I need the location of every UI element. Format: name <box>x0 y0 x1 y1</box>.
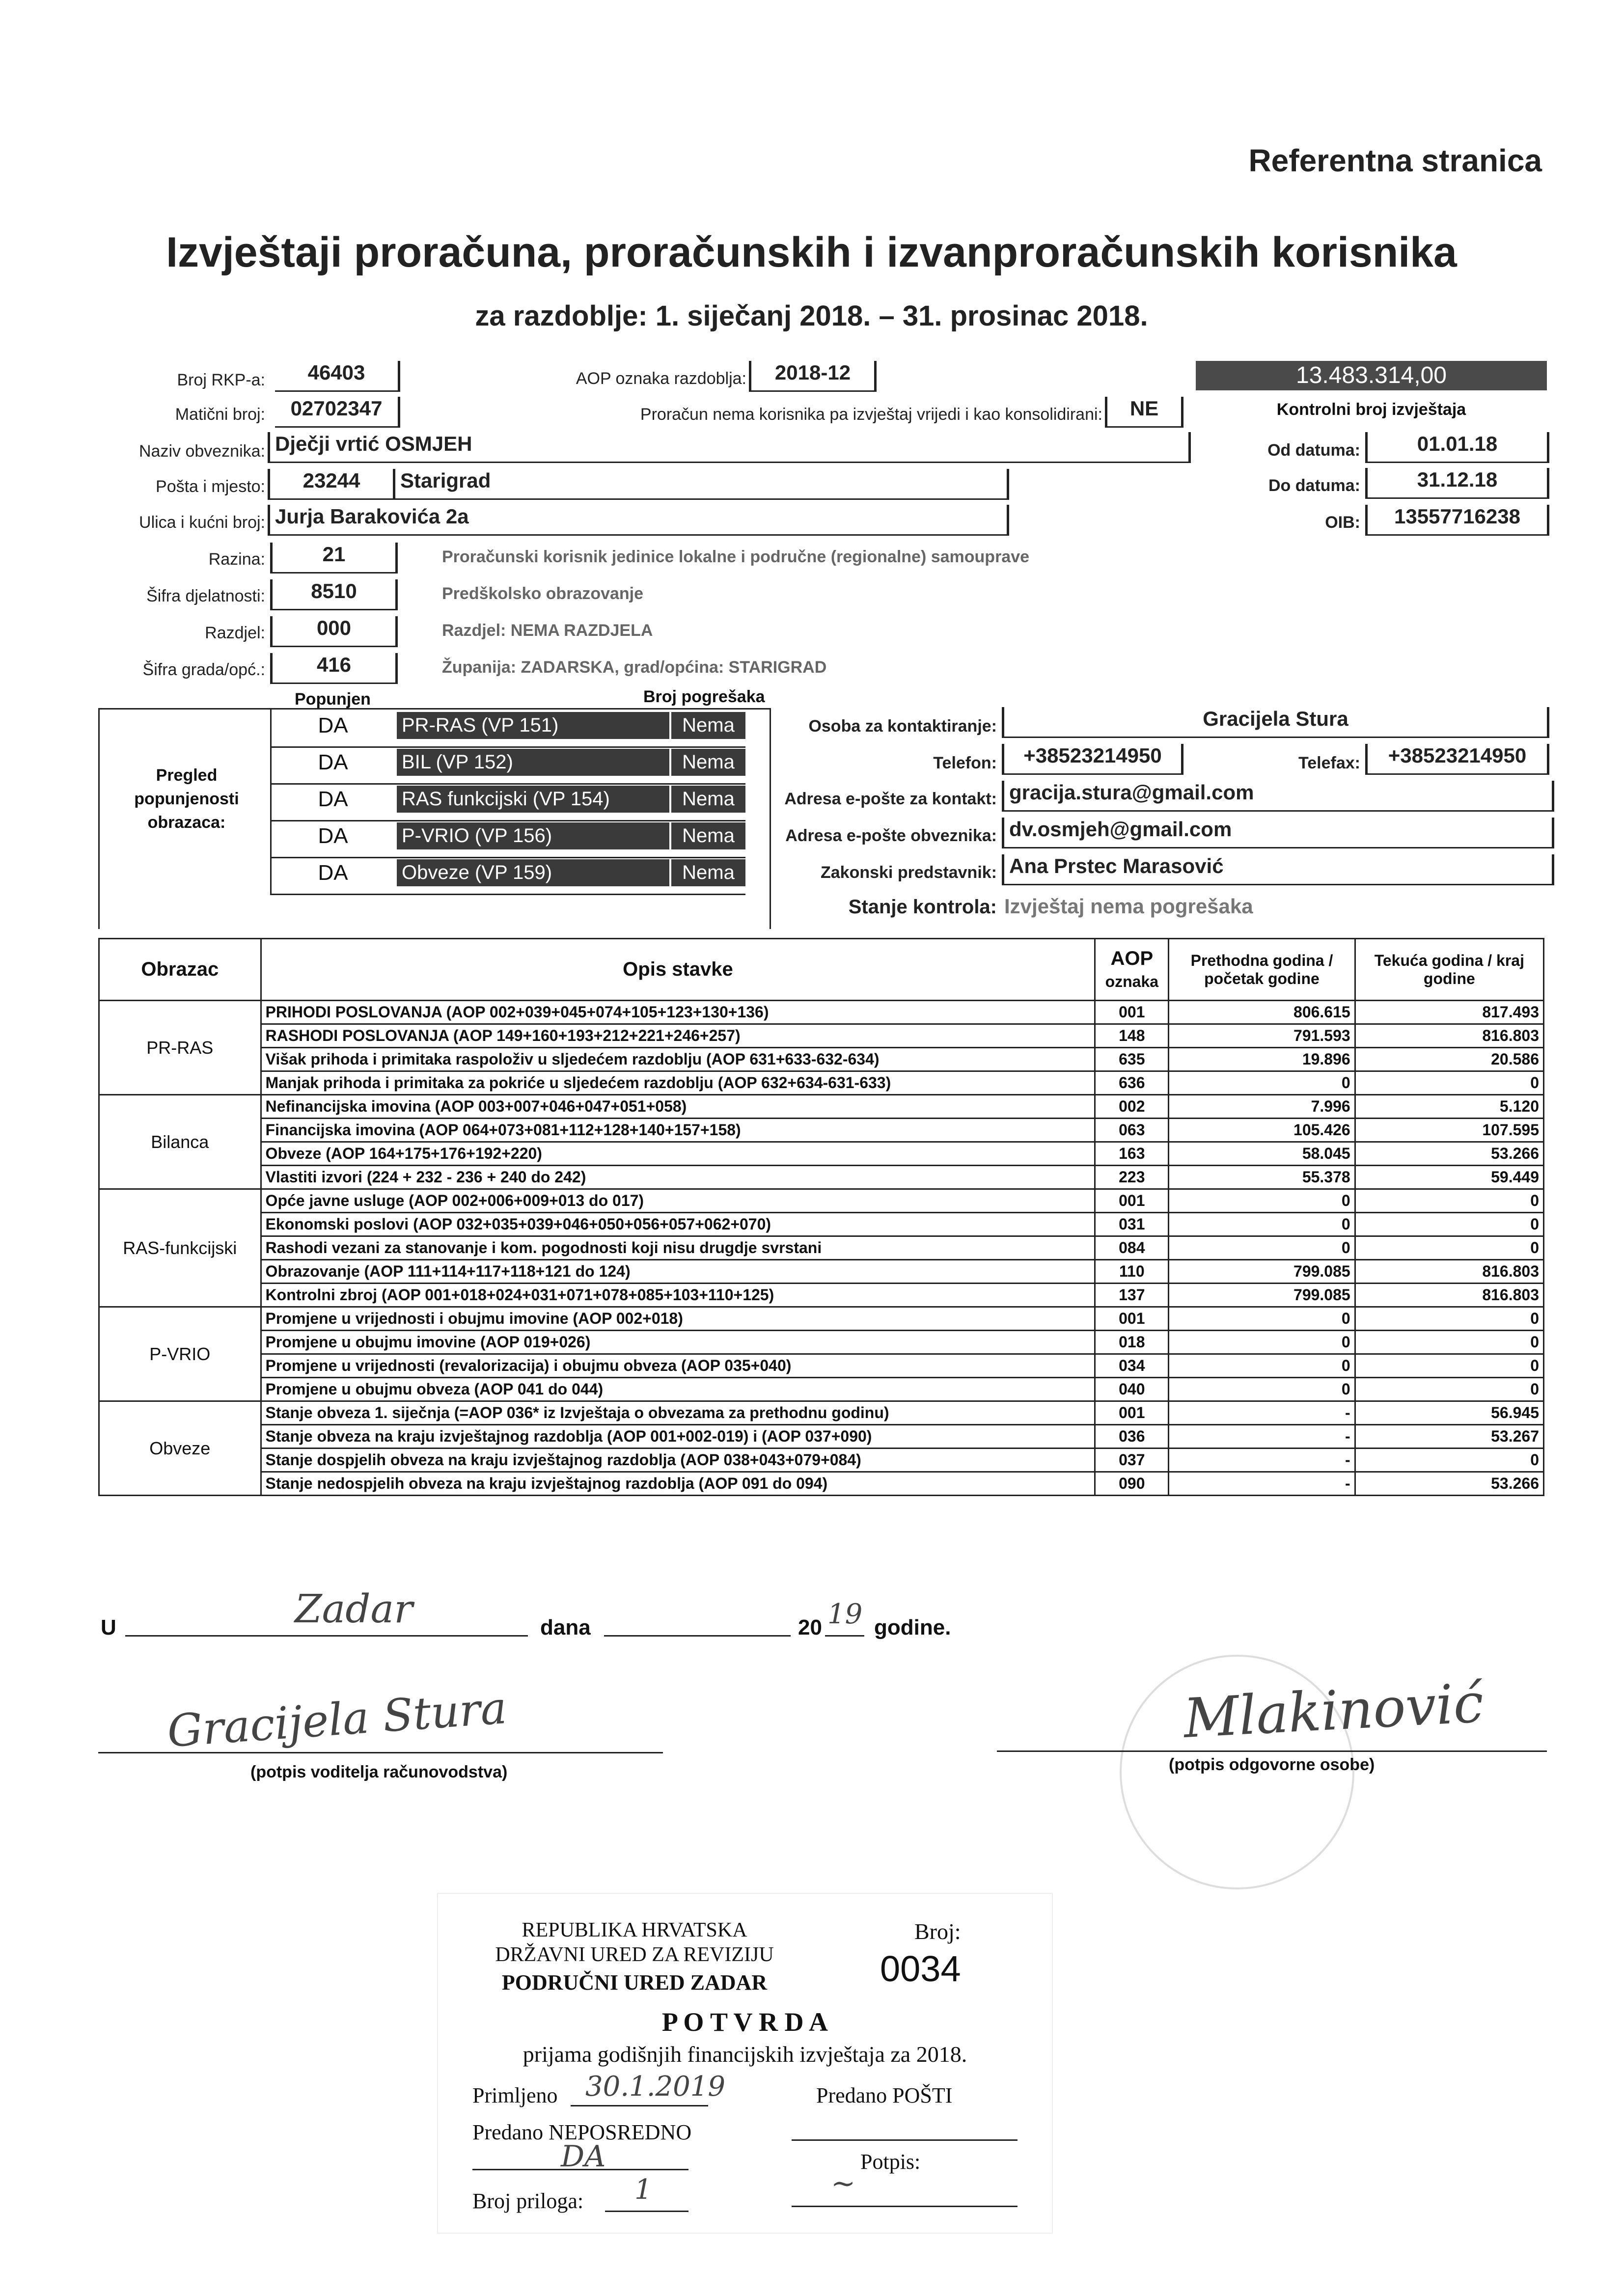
row-aop: 031 <box>1095 1213 1169 1236</box>
row-prev: - <box>1169 1449 1355 1472</box>
year-line <box>825 1635 864 1637</box>
table-row <box>99 1213 1544 1236</box>
report-title: Izvještaji proračuna, proračunskih i izvanproračunskih korisnika <box>166 229 1457 276</box>
stamp-neposredno-line <box>472 2169 688 2170</box>
row-aop: 148 <box>1095 1024 1169 1048</box>
zakonski-value: Ana Prstec Marasović <box>1002 854 1554 885</box>
row-aop: 063 <box>1095 1119 1169 1142</box>
razdjel-label: Razdjel: <box>205 624 265 642</box>
row-prev: 806.615 <box>1169 1001 1355 1024</box>
row-aop: 090 <box>1095 1472 1169 1496</box>
maticni-value: 02702347 <box>275 397 400 428</box>
row-prev: 0 <box>1169 1307 1355 1331</box>
place-handwritten: Zadar <box>295 1586 413 1632</box>
table-row <box>99 1472 1544 1496</box>
table-row <box>99 1236 1544 1260</box>
table-row <box>99 1307 1544 1331</box>
razina-value: 21 <box>270 543 398 574</box>
row-desc: Kontrolni zbroj (AOP 001+018+024+031+071+078+085+103+110+125) <box>261 1284 1095 1307</box>
row-curr: 53.267 <box>1355 1425 1543 1449</box>
pregled-row <box>270 710 745 748</box>
osoba-label: Osoba za kontaktiranje: <box>808 717 997 736</box>
table-row <box>99 1260 1544 1284</box>
status-cell: DA <box>318 713 348 738</box>
osoba-value: Gracijela Stura <box>1002 707 1549 738</box>
stamp-predano-neposredno: Predano NEPOSREDNO <box>472 2120 692 2144</box>
djelatnost-desc: Predškolsko obrazovanje <box>442 584 644 603</box>
table-row <box>99 1119 1544 1142</box>
status-cell: DA <box>318 824 348 848</box>
stamp-line2: DRŽAVNI URED ZA REVIZIJU <box>495 1943 774 1966</box>
row-prev: 0 <box>1169 1378 1355 1401</box>
stamp-line3: PODRUČNI URED ZADAR <box>501 1970 768 1995</box>
table-header-row <box>99 939 1544 1001</box>
stamp-neposredno-value: DA <box>561 2139 606 2174</box>
stamp-broj-priloga-label: Broj priloga: <box>472 2189 584 2213</box>
form-cell: RAS funkcijski (VP 154) <box>397 786 669 813</box>
row-curr: 816.803 <box>1355 1284 1543 1307</box>
row-desc: Opće javne usluge (AOP 002+006+009+013 do 017) <box>261 1189 1095 1213</box>
row-curr: 817.493 <box>1355 1001 1543 1024</box>
row-aop: 040 <box>1095 1378 1169 1401</box>
col-greske: Broj pogrešaka <box>643 687 765 706</box>
table-row <box>99 1449 1544 1472</box>
stamp-primljeno-value: 30.1.2019 <box>585 2071 726 2103</box>
col-aop-title: AOP <box>1110 947 1154 969</box>
status-cell: DA <box>318 861 348 885</box>
row-prev: 55.378 <box>1169 1166 1355 1189</box>
row-aop: 084 <box>1095 1236 1169 1260</box>
pregled-row <box>270 820 745 858</box>
razdjel-value: 000 <box>270 616 398 647</box>
djelatnost-value: 8510 <box>270 579 398 610</box>
row-desc: Stanje obveza na kraju izvještajnog razdoblja (AOP 001+002-019) i (AOP 037+090) <box>261 1425 1095 1449</box>
stamp-prijama: prijama godišnjih financijskih izvještaja za 2018. <box>523 2042 967 2067</box>
zakonski-label: Zakonski predstavnik: <box>820 863 997 882</box>
table-row <box>99 1166 1544 1189</box>
group-label: PR-RAS <box>99 1001 261 1095</box>
signature-left-line <box>98 1752 663 1753</box>
row-prev: 0 <box>1169 1236 1355 1260</box>
do-value: 31.12.18 <box>1365 468 1549 499</box>
pregled-label: Pregled popunjenosti obrazaca: <box>134 766 239 832</box>
errors-cell: Nema <box>669 859 745 886</box>
group-label: Bilanca <box>99 1095 261 1189</box>
row-curr: 0 <box>1355 1213 1543 1236</box>
grad-value: 416 <box>270 653 398 684</box>
row-desc: Promjene u vrijednosti i obujmu imovine (AOP 002+018) <box>261 1307 1095 1331</box>
table-row <box>99 1071 1544 1095</box>
row-curr: 0 <box>1355 1449 1543 1472</box>
col-prethodna: Prethodna godina / početak godine <box>1169 939 1355 1001</box>
row-desc: Ekonomski poslovi (AOP 032+035+039+046+050+056+057+062+070) <box>261 1213 1095 1236</box>
row-prev: - <box>1169 1401 1355 1425</box>
row-curr: 0 <box>1355 1071 1543 1095</box>
col-aop <box>1095 939 1169 1001</box>
row-prev: 0 <box>1169 1331 1355 1354</box>
col-tekuca: Tekuća godina / kraj godine <box>1355 939 1543 1001</box>
row-aop: 636 <box>1095 1071 1169 1095</box>
form-cell: P-VRIO (VP 156) <box>397 822 669 849</box>
row-aop: 002 <box>1095 1095 1169 1119</box>
table-row <box>99 1095 1544 1119</box>
row-curr: 107.595 <box>1355 1119 1543 1142</box>
stamp-broj-priloga-line <box>605 2211 688 2212</box>
telefax-value: +38523214950 <box>1365 744 1549 775</box>
rkp-label: Broj RKP-a: <box>177 371 265 389</box>
telefon-value: +38523214950 <box>1002 744 1183 775</box>
table-row <box>99 1142 1544 1166</box>
signature-left-caption: (potpis voditelja računovodstva) <box>250 1763 508 1781</box>
table-row <box>99 1401 1544 1425</box>
email-obv-value: dv.osmjeh@gmail.com <box>1002 818 1554 848</box>
grad-desc: Županija: ZADARSKA, grad/općina: STARIGRAD <box>442 658 827 677</box>
row-curr: 53.266 <box>1355 1472 1543 1496</box>
naziv-label: Naziv obveznika: <box>138 442 265 461</box>
od-value: 01.01.18 <box>1365 432 1549 463</box>
form-cell: PR-RAS (VP 151) <box>397 712 669 739</box>
row-desc: Promjene u obujmu obveza (AOP 041 do 044) <box>261 1378 1095 1401</box>
konsolidirani-value: NE <box>1105 397 1183 428</box>
konsolidirani-label: Proračun nema korisnika pa izvještaj vrijedi i kao konsolidirani: <box>640 405 1102 424</box>
email-label: Adresa e-pošte za kontakt: <box>784 790 997 808</box>
stanje-value: Izvještaj nema pogrešaka <box>1004 895 1253 918</box>
stanje-label: Stanje kontrola: <box>848 896 997 918</box>
signature-right-caption: (potpis odgovorne osobe) <box>1169 1755 1375 1774</box>
row-aop: 036 <box>1095 1425 1169 1449</box>
stamp-broj: 0034 <box>880 1948 961 1989</box>
table-row <box>99 1001 1544 1024</box>
do-label: Do datuma: <box>1268 476 1360 495</box>
row-aop: 137 <box>1095 1284 1169 1307</box>
row-desc: Stanje nedospjelih obveza na kraju izvještajnog razdoblja (AOP 091 do 094) <box>261 1472 1095 1496</box>
razdjel-desc: Razdjel: NEMA RAZDJELA <box>442 621 653 640</box>
year-prefix: 20 <box>798 1615 822 1640</box>
group-label: P-VRIO <box>99 1307 261 1401</box>
stamp-broj-label: Broj: <box>914 1919 961 1944</box>
telefon-label: Telefon: <box>933 754 997 772</box>
place-line <box>125 1635 528 1637</box>
stamp-primljeno-label: Primljeno <box>472 2083 558 2107</box>
dana-label: dana <box>540 1615 591 1640</box>
email-value: gracija.stura@gmail.com <box>1002 781 1554 812</box>
row-desc: Vlastiti izvori (224 + 232 - 236 + 240 do 242) <box>261 1166 1095 1189</box>
stamp-broj-priloga-value: 1 <box>634 2174 652 2206</box>
table-row <box>99 1378 1544 1401</box>
form-cell: Obveze (VP 159) <box>397 859 669 886</box>
table-row <box>99 1189 1544 1213</box>
signature-right: Mlakinović <box>1182 1671 1485 1750</box>
row-curr: 0 <box>1355 1331 1543 1354</box>
stamp-line1: REPUBLIKA HRVATSKA <box>522 1919 747 1941</box>
posta-label: Pošta i mjesto: <box>156 477 265 496</box>
receipt-stamp <box>437 1893 1053 2234</box>
row-curr: 816.803 <box>1355 1024 1543 1048</box>
table-row <box>99 1425 1544 1449</box>
signature-right-line <box>997 1750 1547 1752</box>
row-prev: 0 <box>1169 1354 1355 1378</box>
djelatnost-label: Šifra djelatnosti: <box>146 587 265 605</box>
grad-label: Šifra grada/opć.: <box>142 660 265 679</box>
aop-razdoblja-label: AOP oznaka razdoblja: <box>576 369 746 388</box>
row-curr: 5.120 <box>1355 1095 1543 1119</box>
row-desc: Promjene u vrijednosti (revalorizacija) i obujmu obveza (AOP 035+040) <box>261 1354 1095 1378</box>
row-prev: 19.896 <box>1169 1048 1355 1071</box>
table-row <box>99 1331 1544 1354</box>
row-prev: 0 <box>1169 1189 1355 1213</box>
row-prev: 58.045 <box>1169 1142 1355 1166</box>
stamp-potpis-signature: ~ <box>831 2166 856 2201</box>
row-desc: Financijska imovina (AOP 064+073+081+112+128+140+157+158) <box>261 1119 1095 1142</box>
col-obrazac: Obrazac <box>99 939 261 1001</box>
row-desc: RASHODI POSLOVANJA (AOP 149+160+193+212+221+246+257) <box>261 1024 1095 1048</box>
row-desc: Manjak prihoda i primitaka za pokriće u sljedećem razdoblju (AOP 632+634-631-633) <box>261 1071 1095 1095</box>
row-aop: 163 <box>1095 1142 1169 1166</box>
row-desc: Stanje dospjelih obveza na kraju izvještajnog razdoblja (AOP 038+043+079+084) <box>261 1449 1095 1472</box>
oib-value: 13557716238 <box>1365 505 1549 536</box>
row-desc: PRIHODI POSLOVANJA (AOP 002+039+045+074+105+123+130+136) <box>261 1001 1095 1024</box>
table-row <box>99 1024 1544 1048</box>
row-curr: 59.449 <box>1355 1166 1543 1189</box>
table-row <box>99 1354 1544 1378</box>
aop-razdoblja-value: 2018-12 <box>749 361 877 392</box>
stamp-potpis-label: Potpis: <box>860 2150 921 2174</box>
row-desc: Nefinancijska imovina (AOP 003+007+046+047+051+058) <box>261 1095 1095 1119</box>
row-prev: 0 <box>1169 1213 1355 1236</box>
row-aop: 001 <box>1095 1401 1169 1425</box>
reference-label: Referentna stranica <box>1248 143 1542 178</box>
row-aop: 223 <box>1095 1166 1169 1189</box>
report-period: za razdoblje: 1. siječanj 2018. – 31. prosinac 2018. <box>475 300 1148 332</box>
table-row <box>99 1284 1544 1307</box>
pregled-row <box>270 746 745 785</box>
row-prev: 799.085 <box>1169 1260 1355 1284</box>
group-label: Obveze <box>99 1401 261 1496</box>
row-curr: 0 <box>1355 1236 1543 1260</box>
row-prev: 105.426 <box>1169 1119 1355 1142</box>
row-curr: 56.945 <box>1355 1401 1543 1425</box>
kontrolni-broj: 13.483.314,00 <box>1196 361 1547 390</box>
mjesto-value: Starigrad <box>393 469 1009 500</box>
stamp-potpis-line <box>792 2206 1018 2207</box>
date-line <box>604 1635 791 1637</box>
rkp-value: 46403 <box>275 361 400 392</box>
row-aop: 037 <box>1095 1449 1169 1472</box>
stamp-predano-posti: Predano POŠTI <box>816 2083 953 2107</box>
maticni-label: Matični broj: <box>175 405 265 424</box>
row-prev: 0 <box>1169 1071 1355 1095</box>
col-popunjen: Popunjen <box>295 690 371 709</box>
col-opis: Opis stavke <box>261 939 1095 1001</box>
row-curr: 0 <box>1355 1354 1543 1378</box>
row-aop: 001 <box>1095 1001 1169 1024</box>
errors-cell: Nema <box>669 786 745 813</box>
row-desc: Stanje obveza 1. siječnja (=AOP 036* iz Izvještaja o obvezama za prethodnu godinu) <box>261 1401 1095 1425</box>
table-row <box>99 1048 1544 1071</box>
posta-value: 23244 <box>268 469 393 500</box>
row-aop: 001 <box>1095 1189 1169 1213</box>
row-desc: Obrazovanje (AOP 111+114+117+118+121 do 124) <box>261 1260 1095 1284</box>
summary-table <box>98 938 1544 1496</box>
email-obv-label: Adresa e-pošte obveznika: <box>785 826 997 845</box>
row-curr: 20.586 <box>1355 1048 1543 1071</box>
errors-cell: Nema <box>669 822 745 849</box>
telefax-label: Telefax: <box>1298 754 1360 772</box>
row-prev: 791.593 <box>1169 1024 1355 1048</box>
row-aop: 635 <box>1095 1048 1169 1071</box>
row-prev: 799.085 <box>1169 1284 1355 1307</box>
row-desc: Obveze (AOP 164+175+176+192+220) <box>261 1142 1095 1166</box>
year-handwritten: 19 <box>827 1598 863 1630</box>
row-desc: Rashodi vezani za stanovanje i kom. pogodnosti koji nisu drugdje svrstani <box>261 1236 1095 1260</box>
status-cell: DA <box>318 750 348 774</box>
row-curr: 0 <box>1355 1378 1543 1401</box>
group-label: RAS-funkcijski <box>99 1189 261 1307</box>
oib-label: OIB: <box>1325 513 1360 532</box>
razina-label: Razina: <box>208 550 265 569</box>
ulica-label: Ulica i kućni broj: <box>139 513 265 532</box>
row-aop: 034 <box>1095 1354 1169 1378</box>
u-label: U <box>101 1615 116 1640</box>
status-cell: DA <box>318 787 348 811</box>
row-prev: - <box>1169 1472 1355 1496</box>
pregled-row <box>270 857 745 895</box>
row-aop: 001 <box>1095 1307 1169 1331</box>
row-curr: 53.266 <box>1355 1142 1543 1166</box>
row-aop: 018 <box>1095 1331 1169 1354</box>
razina-desc: Proračunski korisnik jedinice lokalne i područne (regionalne) samouprave <box>442 547 1030 566</box>
od-label: Od datuma: <box>1267 441 1360 460</box>
naziv-value: Dječji vrtić OSMJEH <box>268 432 1191 463</box>
stamp-primljeno-line <box>571 2105 708 2106</box>
pregled-row <box>270 783 745 821</box>
godine-label: godine. <box>874 1615 951 1640</box>
errors-cell: Nema <box>669 749 745 776</box>
row-prev: 7.996 <box>1169 1095 1355 1119</box>
row-desc: Višak prihoda i primitaka raspoloživ u sljedećem razdoblju (AOP 631+633-632-634) <box>261 1048 1095 1071</box>
row-aop: 110 <box>1095 1260 1169 1284</box>
errors-cell: Nema <box>669 712 745 739</box>
ulica-value: Jurja Barakovića 2a <box>268 505 1009 536</box>
col-aop-sub: oznaka <box>1105 972 1159 990</box>
signature-left: Gracijela Stura <box>165 1682 509 1758</box>
stamp-posti-line <box>792 2139 1018 2141</box>
row-curr: 816.803 <box>1355 1260 1543 1284</box>
row-desc: Promjene u obujmu imovine (AOP 019+026) <box>261 1331 1095 1354</box>
kontrolni-label: Kontrolni broj izvještaja <box>1276 400 1466 419</box>
form-cell: BIL (VP 152) <box>397 749 669 776</box>
stamp-potvrda: P O T V R D A <box>661 2007 828 2037</box>
row-curr: 0 <box>1355 1307 1543 1331</box>
row-prev: - <box>1169 1425 1355 1449</box>
row-curr: 0 <box>1355 1189 1543 1213</box>
